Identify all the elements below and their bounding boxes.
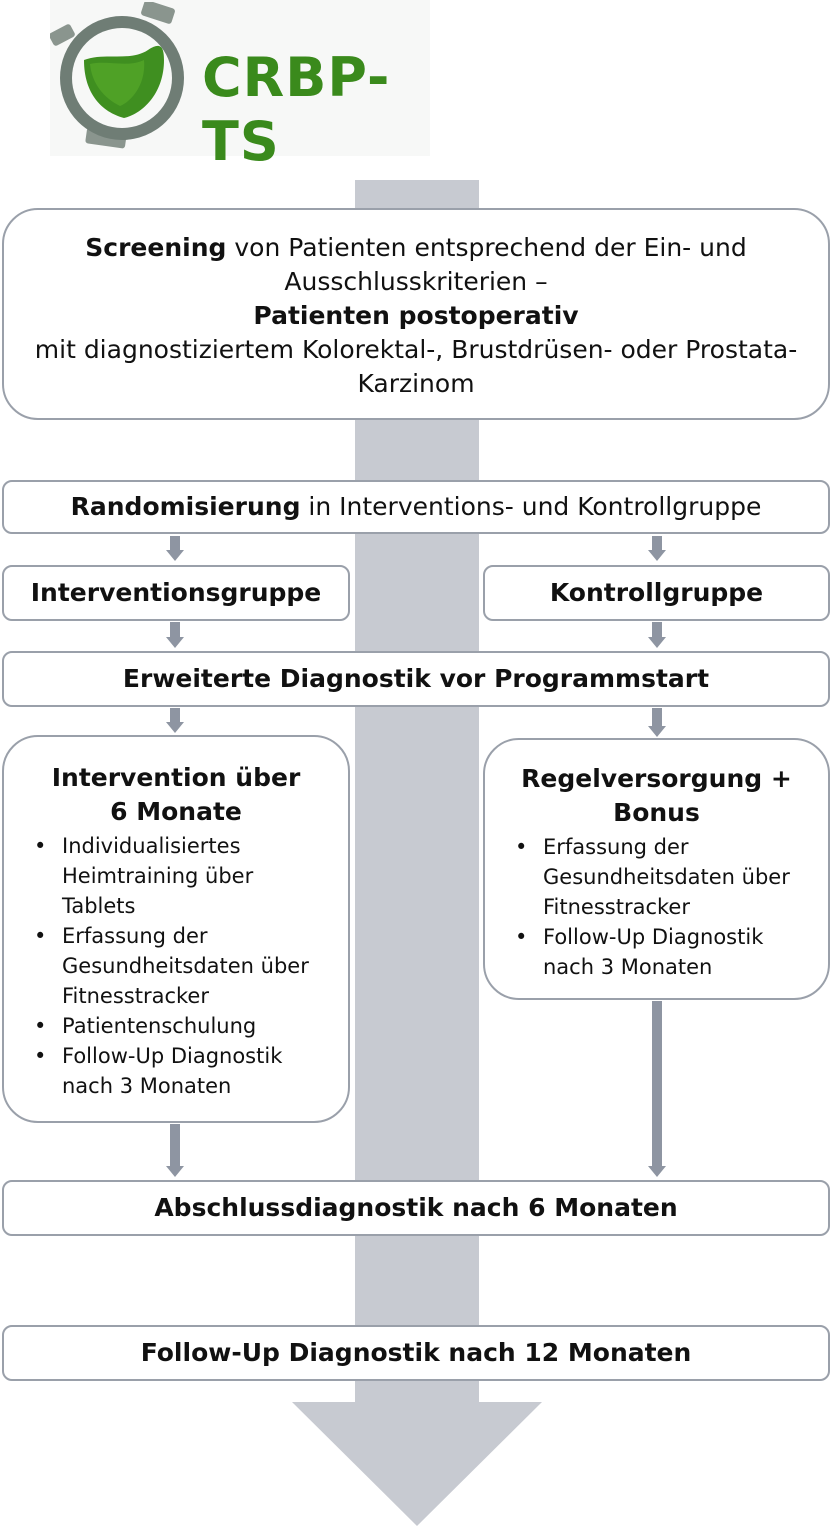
arrow-left-1 — [170, 536, 180, 550]
logo-text: CRBP-TS — [202, 46, 391, 173]
intervention-list — [4, 831, 348, 1101]
arrow-right-3-head — [648, 726, 666, 737]
regelversorgung-title-2: Bonus — [613, 798, 700, 827]
arrow-left-4 — [170, 1124, 180, 1166]
arrow-right-1 — [652, 536, 662, 550]
screening-bold-2: Patienten postoperativ — [253, 301, 579, 330]
regelversorgung-list — [485, 832, 828, 982]
arrow-right-1-head — [648, 550, 666, 561]
screening-line-5: Karzinom — [357, 369, 475, 398]
intervention-item-4: • Follow-Up Diagnostik nach 3 Monaten — [4, 1041, 348, 1101]
kontrollgruppe-label: Kontrollgruppe — [549, 578, 764, 607]
regelversorgung-item-1: • Erfassung der Gesundheitsdaten über Fitnesstracker — [485, 832, 828, 922]
randomisierung-box — [2, 480, 830, 534]
arrow-right-2-head — [648, 637, 666, 648]
followup-12-label: Follow-Up Diagnostik nach 12 Monaten — [140, 1338, 692, 1367]
arrow-left-3 — [170, 708, 180, 722]
interventionsgruppe-label: Interventionsgruppe — [30, 578, 322, 607]
screening-line-2: Ausschlusskriterien – — [284, 267, 548, 296]
arrow-left-3-head — [166, 722, 184, 733]
randomisierung-bold: Randomisierung — [70, 492, 301, 521]
erweiterte-diagnostik-box — [2, 651, 830, 707]
regelversorgung-box — [483, 738, 830, 1000]
arrow-left-1-head — [166, 550, 184, 561]
arrow-left-2-head — [166, 637, 184, 648]
intervention-item-3: • Patientenschulung — [4, 1011, 348, 1041]
arrow-right-4 — [652, 1001, 662, 1166]
randomisierung-rest: in Interventions- und Kontrollgruppe — [300, 492, 762, 521]
screening-line-4: mit diagnostiziertem Kolorektal-, Brustdrüsen- oder Prostata- — [34, 335, 798, 364]
abschlussdiagnostik-box — [2, 1180, 830, 1236]
followup-12-box — [2, 1325, 830, 1381]
abschlussdiagnostik-label: Abschlussdiagnostik nach 6 Monaten — [154, 1193, 678, 1222]
intervention-box — [2, 735, 350, 1123]
interventionsgruppe-box — [2, 565, 350, 621]
erweiterte-diagnostik-label: Erweiterte Diagnostik vor Programmstart — [122, 664, 710, 693]
arrow-head — [292, 1402, 542, 1526]
arrow-left-4-head — [166, 1166, 184, 1177]
kontrollgruppe-box — [483, 565, 830, 621]
arrow-left-2 — [170, 622, 180, 637]
arrow-right-4-head — [648, 1166, 666, 1177]
intervention-item-2: • Erfassung der Gesundheitsdaten über Fitnesstracker — [4, 921, 348, 1011]
screening-line1-rest: von Patienten entsprechend der Ein- und — [226, 233, 747, 262]
arrow-right-3 — [652, 708, 662, 726]
intervention-item-1: • Individualisiertes Heimtraining über Tablets — [4, 831, 348, 921]
intervention-title-2: 6 Monate — [110, 797, 242, 826]
screening-bold: Screening — [85, 233, 227, 262]
regelversorgung-item-2: • Follow-Up Diagnostik nach 3 Monaten — [485, 922, 828, 982]
regelversorgung-title-1: Regelversorgung + — [521, 764, 792, 793]
arrow-right-2 — [652, 622, 662, 637]
intervention-title-1: Intervention über — [51, 763, 301, 792]
screening-line-1 — [85, 231, 746, 265]
screening-box — [2, 208, 830, 420]
